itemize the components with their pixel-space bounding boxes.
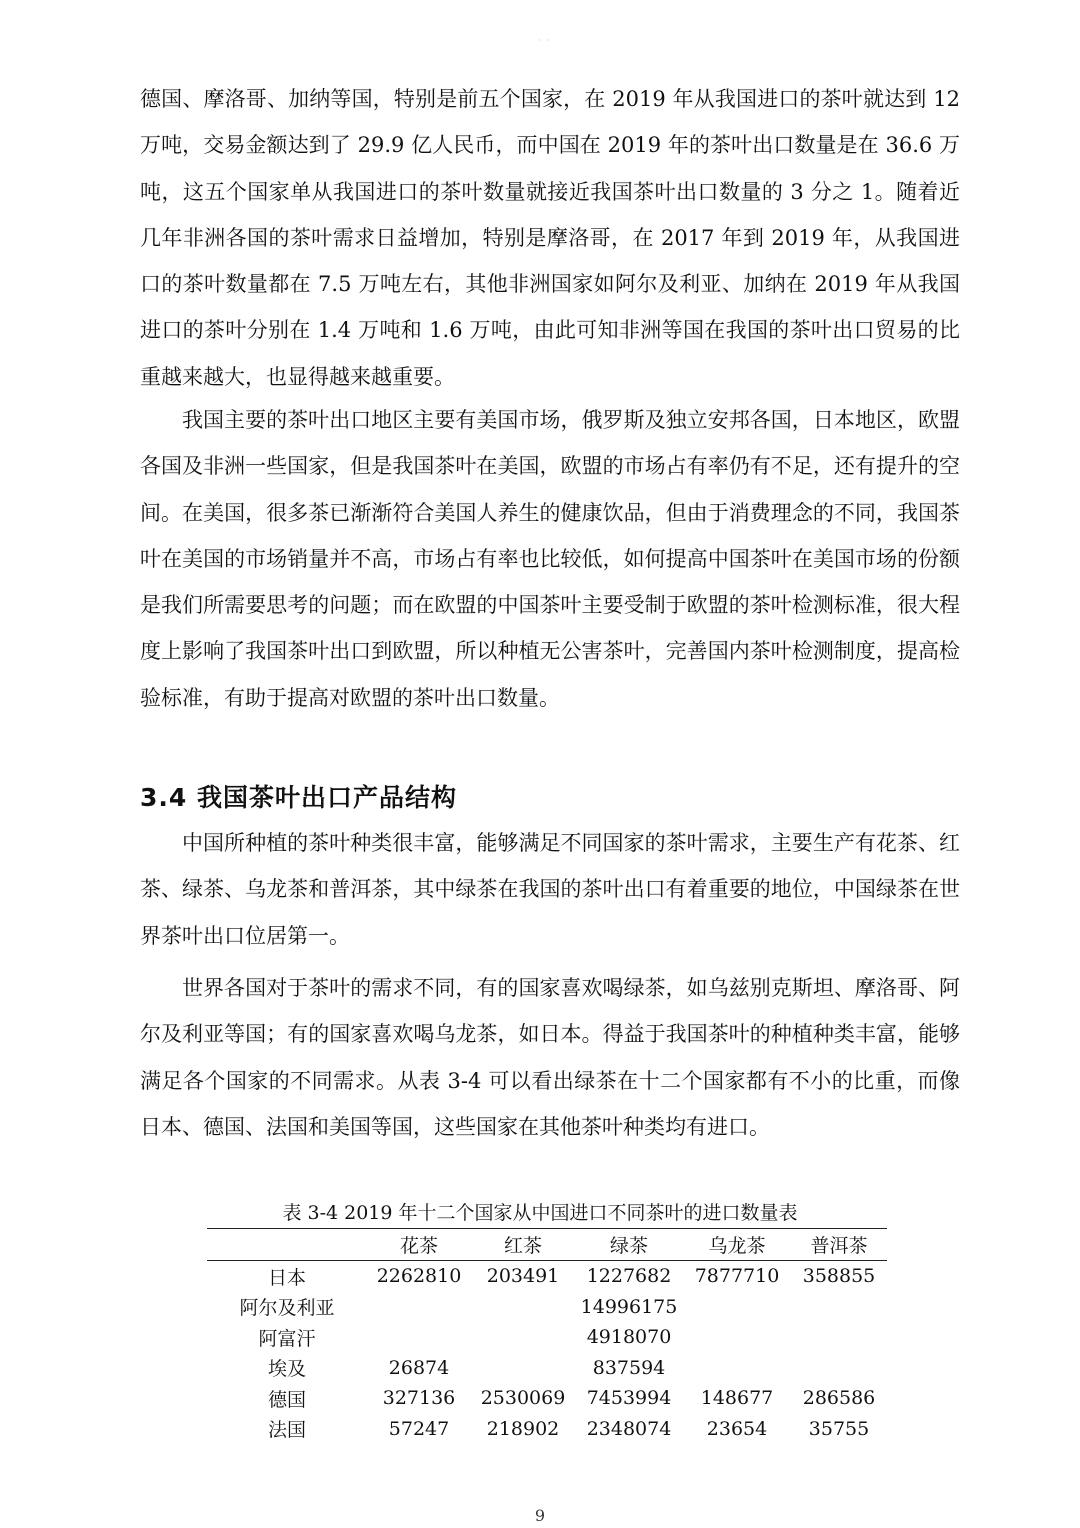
value-cell: 358855 [802,1265,876,1288]
value-cell [367,1292,471,1323]
value-cell: 286586 [802,1387,876,1410]
value-cell [471,1322,575,1353]
header-cell: 普洱茶 [810,1235,868,1257]
country-cell: 法国 [267,1419,306,1442]
header-cell: 花茶 [399,1235,438,1257]
value-cell [367,1322,471,1353]
value-cell: 2262810 [376,1265,462,1288]
header-cell [207,1229,367,1261]
header-cell: 绿茶 [609,1235,648,1257]
table-row [207,1322,887,1353]
table-caption: 表 3-4 2019 年十二个国家从中国进口不同茶叶的进口数量表 [282,1202,798,1224]
header-cell: 红茶 [503,1235,542,1257]
country-cell: 日本 [267,1266,306,1289]
value-cell: 1227682 [586,1265,672,1288]
value-cell: 148677 [700,1387,774,1410]
paragraph-tea-varieties: 中国所种植的茶叶种类很丰富，能够满足不同国家的茶叶需求，主要生产有花茶、红茶、绿茶、乌龙茶和普洱茶，其中绿茶在我国的茶叶出口有着重要的地位，中国绿茶在世界茶叶出口位居第一。 [140,831,960,948]
value-cell [791,1353,887,1384]
value-cell: 35755 [808,1417,870,1440]
page-number: 9 [534,1506,546,1525]
tea-import-table [207,1228,887,1444]
table-header-row [207,1229,887,1261]
value-cell: 7877710 [694,1265,780,1288]
value-cell: 2348074 [586,1417,672,1440]
table-row [207,1353,887,1384]
value-cell: 203491 [486,1265,560,1288]
value-cell [791,1292,887,1323]
value-cell [683,1353,791,1384]
value-cell: 57247 [388,1417,450,1440]
value-cell: 23654 [706,1417,768,1440]
value-cell [683,1322,791,1353]
value-cell [791,1322,887,1353]
value-cell: 26874 [388,1356,450,1379]
country-cell: 埃及 [267,1358,306,1381]
country-cell: 德国 [267,1388,306,1411]
header-mark: · · [538,36,552,45]
header-cell: 乌龙茶 [708,1235,766,1257]
table-row [207,1261,887,1292]
paragraph-export-markets: 我国主要的茶叶出口地区主要有美国市场，俄罗斯及独立安邦各国，日本地区，欧盟各国及非洲一些国家，但是我国茶叶在美国，欧盟的市场占有率仍有不足，还有提升的空间。在美国，很多茶已渐渐符合美国人养生的健康饮品，但由于消费理念的不同，我国茶叶在美国的市场销量并不高，市场占有率也比较低，如何提高中国茶叶在美国市场的份额是我们所需要思考的问题；而在欧盟的中国茶叶主要受制于欧盟的茶叶检测标准，很大程度上影响了我国茶叶出口到欧盟，所以种植无公害茶叶，完善国内茶叶检测制度，提高检验标准，有助于提高对欧盟的茶叶出口数量。 [140,408,960,710]
table-row [207,1292,887,1323]
value-cell: 4918070 [586,1326,672,1349]
table-row [207,1414,887,1445]
value-cell [471,1292,575,1323]
value-cell [471,1353,575,1384]
country-cell: 阿富汗 [258,1327,316,1350]
value-cell: 14996175 [580,1295,678,1318]
value-cell [683,1292,791,1323]
value-cell: 327136 [382,1387,456,1410]
value-cell: 218902 [486,1417,560,1440]
value-cell: 837594 [592,1356,666,1379]
value-cell: 7453994 [586,1387,672,1410]
section-heading: 3.4 我国茶叶出口产品结构 [140,783,457,812]
table-row [207,1383,887,1414]
paragraph-country-demand: 世界各国对于茶叶的需求不同，有的国家喜欢喝绿茶，如乌兹别克斯坦、摩洛哥、阿尔及利亚等国；有的国家喜欢喝乌龙茶，如日本。得益于我国茶叶的种植种类丰富，能够满足各个国家的不同需求。从表 3-4 可以看出绿茶在十二个国家都有不小的比重，而像日本、德国、法国和美国等国，这些国家在其他茶叶种类均有进口。 [140,976,960,1139]
value-cell: 2530069 [480,1387,566,1410]
paragraph-africa-imports: 德国、摩洛哥、加纳等国，特别是前五个国家，在 2019 年从我国进口的茶叶就达到 12 万吨，交易金额达到了 29.9 亿人民币，而中国在 2019 年的茶叶出口数量是在 36.6 万吨，这五个国家单从我国进口的茶叶数量就接近我国茶叶出口数量的 3 分之 1。随着近几年非洲各国的茶叶需求日益增加，特别是摩洛哥，在 2017 年到 2019 年，从我国进口的茶叶数量都在 7.5 万吨左右，其他非洲国家如阿尔及利亚、加纳在 2019 年从我国进口的茶叶分别在 1.4 万吨和 1.6 万吨，由此可知非洲等国在我国的茶叶出口贸易的比重越来越大，也显得越来越重要。 [140,87,960,389]
country-cell: 阿尔及利亚 [239,1297,335,1320]
